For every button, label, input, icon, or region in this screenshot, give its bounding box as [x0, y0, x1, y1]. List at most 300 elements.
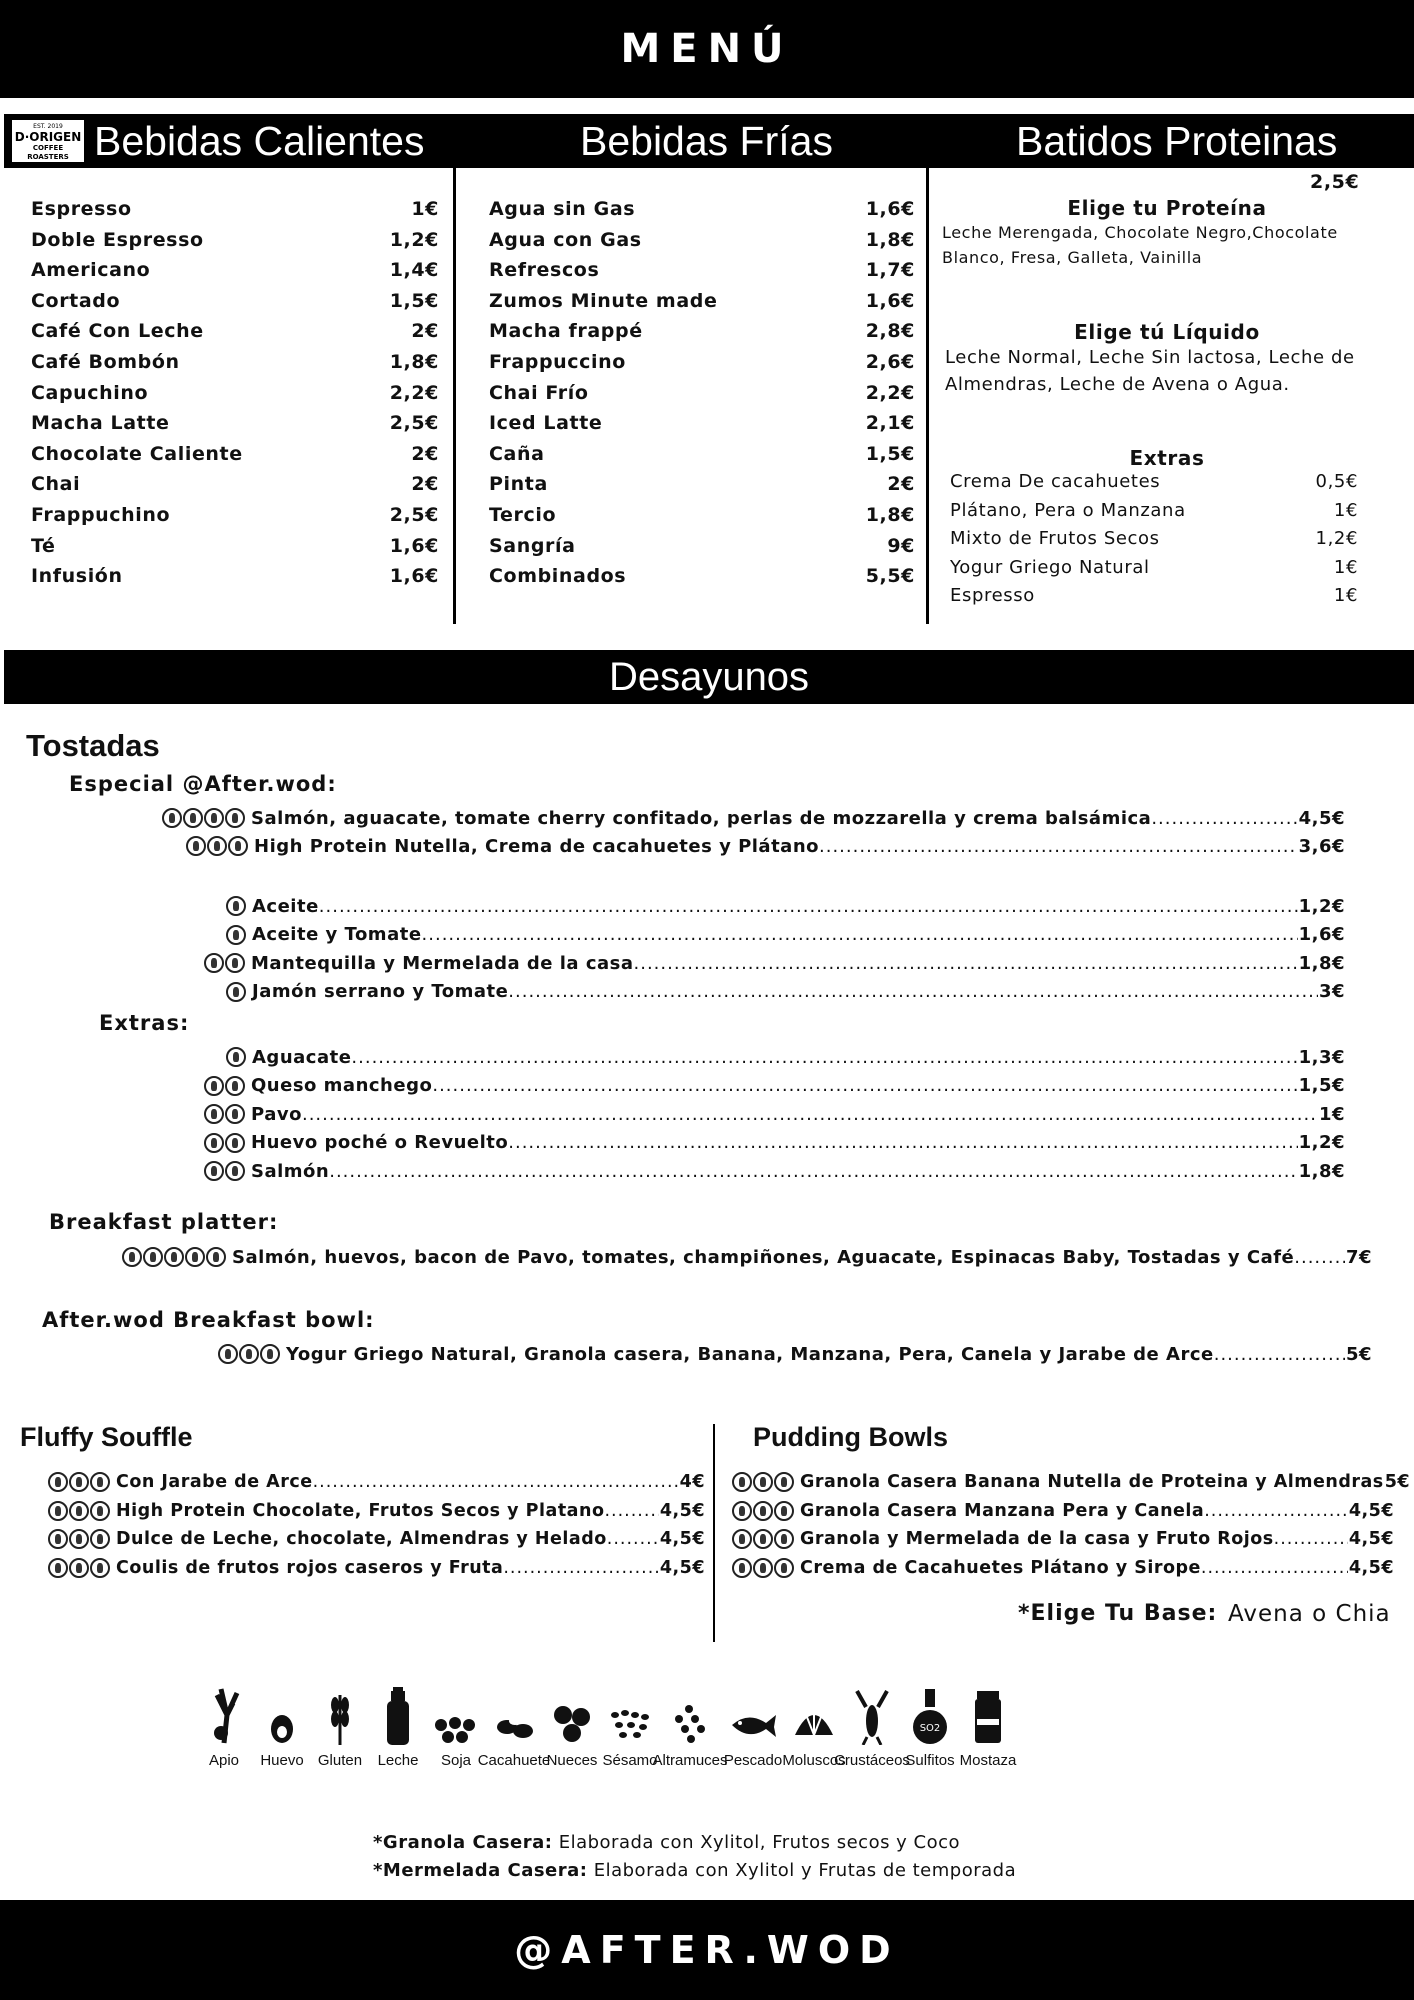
item-name: Con Jarabe de Arce [116, 1472, 313, 1492]
dot-leader [422, 924, 1298, 945]
item-name: Doble Espresso [31, 228, 204, 251]
allergen-icons [204, 1133, 245, 1153]
dot-leader [604, 1501, 658, 1521]
dot-leader [634, 953, 1298, 974]
item-price: 2€ [411, 442, 439, 465]
menu-item [31, 439, 439, 470]
allergen-badge-icon [90, 1501, 110, 1521]
item-price: 1,8€ [389, 350, 439, 373]
item-price: 1,4€ [389, 259, 439, 282]
breakfast-bowl-heading: After.wod Breakfast bowl: [42, 1308, 375, 1332]
allergen-badge-icon [90, 1472, 110, 1492]
allergen-icons [226, 896, 246, 916]
menu-item [226, 921, 1345, 949]
allergen-glyph-icon [789, 1685, 839, 1745]
item-price: 4,5€ [1348, 1500, 1394, 1521]
allergen-label: Soja [440, 1752, 472, 1769]
menu-item [950, 554, 1358, 583]
allergen-badge-icon [186, 836, 206, 856]
item-name: Chai [31, 473, 81, 496]
svg-text:SO2: SO2 [919, 1723, 941, 1734]
item-name: Salmón, aguacate, tomate cherry confitado, perlas de mozzarella y crema balsámica [251, 807, 1152, 829]
item-price: 2,5€ [389, 503, 439, 526]
item-price: 1€ [411, 198, 439, 220]
allergen-label: Crustáceos [834, 1752, 910, 1769]
menu-item [950, 497, 1358, 526]
item-price: 1,2€ [1298, 895, 1345, 917]
item-price: 4,5€ [1348, 1557, 1394, 1578]
item-price: 0,5€ [1315, 471, 1358, 492]
instagram-handle: @AFTER.WOD [0, 1900, 1414, 2000]
allergen-badge-icon [69, 1472, 89, 1492]
item-name: Frappuccino [489, 350, 626, 373]
allergen-glyph-icon [665, 1685, 715, 1745]
item-price: 1€ [1333, 585, 1358, 607]
menu-item [31, 286, 439, 317]
menu-item [489, 194, 915, 225]
coffee-roasters-logo: EST. 2019 D·ORIGEN COFFEE ROASTERS [10, 118, 86, 164]
menu-item [31, 225, 439, 256]
item-name: Macha frappé [489, 320, 643, 343]
item-name: Chai Frío [489, 381, 589, 404]
allergen-badge-icon [164, 1247, 184, 1267]
allergen-glyph-icon [547, 1685, 597, 1745]
item-name: Tercio [489, 503, 557, 526]
menu-item [204, 1072, 1345, 1100]
dot-leader [319, 896, 1298, 917]
tostadas-heading: Tostadas [26, 728, 160, 763]
menu-item [732, 1497, 1394, 1525]
menu-item [31, 316, 439, 347]
allergen-badge-icon [225, 953, 245, 973]
allergen-badge-icon [774, 1472, 794, 1492]
item-name: Cortado [31, 289, 121, 312]
item-price: 1,6€ [1298, 924, 1345, 946]
menu-item [204, 1157, 1345, 1185]
allergen-icons [732, 1558, 794, 1578]
menu-item [48, 1497, 705, 1525]
allergen-badge-icon [207, 836, 227, 856]
menu-item [489, 316, 915, 347]
base-value: Avena o Chia [1228, 1601, 1391, 1627]
allergen-icons [122, 1247, 226, 1267]
item-price: 1€ [1333, 499, 1358, 521]
dot-leader [1214, 1344, 1345, 1365]
allergen-label: Nueces [546, 1752, 598, 1769]
menu-item [732, 1554, 1394, 1582]
allergen-badge-icon [732, 1501, 752, 1521]
allergen-badge-icon [90, 1558, 110, 1578]
allergen-glyph-icon [373, 1685, 423, 1745]
item-name: Frappuchino [31, 503, 171, 526]
item-name: High Protein Nutella, Crema de cacahuetes y Plátano [254, 835, 820, 857]
allergen-label: Moluscos [782, 1752, 846, 1769]
hot-drinks-title: Bebidas Calientes [94, 118, 425, 164]
choose-liquid-heading: Elige tú Líquido [1074, 320, 1260, 344]
menu-item [31, 408, 439, 439]
menu-item [204, 949, 1345, 977]
allergen-icons [48, 1501, 110, 1521]
breakfast-section-title: Desayunos [4, 650, 1414, 704]
allergen-label: Altramuces [652, 1752, 728, 1769]
allergen-glyph-icon [315, 1685, 365, 1745]
item-name: Mantequilla y Mermelada de la casa [251, 952, 634, 974]
menu-title: MENÚ [0, 0, 1414, 98]
item-name: Americano [31, 259, 151, 282]
item-price: 1€ [1318, 1103, 1345, 1125]
item-name: Iced Latte [489, 412, 603, 435]
allergen-badge-icon [204, 1133, 224, 1153]
choose-protein-heading: Elige tu Proteína [1067, 196, 1267, 220]
item-name: Macha Latte [31, 412, 170, 435]
menu-item [489, 439, 915, 470]
allergen-badge-icon [753, 1472, 773, 1492]
menu-item [489, 531, 915, 562]
item-name: Pinta [489, 473, 548, 496]
allergen-badge-icon [122, 1247, 142, 1267]
menu-item [31, 194, 439, 225]
menu-item [489, 500, 915, 531]
item-name: Yogur Griego Natural [950, 556, 1150, 578]
allergen-badge-icon [225, 1104, 245, 1124]
menu-item [489, 561, 915, 592]
allergen-icons [204, 1161, 245, 1181]
allergen-badge-icon [226, 896, 246, 916]
item-price: 1,6€ [389, 534, 439, 557]
menu-item [31, 378, 439, 409]
menu-item [226, 978, 1345, 1006]
allergen-glyph-icon [605, 1685, 655, 1745]
pudding-heading: Pudding Bowls [753, 1422, 948, 1452]
item-name: Aceite [252, 895, 319, 917]
allergen-label: Gluten [317, 1752, 363, 1769]
allergen-icons [732, 1501, 794, 1521]
dot-leader [1201, 1558, 1348, 1578]
allergen-icons [48, 1529, 110, 1549]
allergen-label: Huevo [260, 1752, 304, 1769]
allergen-glyph-icon [847, 1685, 897, 1745]
item-name: Agua con Gas [489, 228, 642, 251]
menu-item [226, 1043, 1345, 1071]
item-price: 1,5€ [389, 289, 439, 312]
protein-extras-list [950, 468, 1358, 611]
dot-leader [313, 1472, 679, 1492]
item-price: 7€ [1345, 1246, 1372, 1268]
item-name: Espresso [31, 198, 132, 220]
allergen-icons [204, 1076, 245, 1096]
item-name: Dulce de Leche, chocolate, Almendras y Helado [116, 1529, 607, 1550]
column-divider [453, 168, 456, 624]
allergen-badge-icon [732, 1558, 752, 1578]
item-price: 5€ [1384, 1472, 1411, 1492]
item-name: Granola y Mermelada de la casa y Fruto Rojos [800, 1529, 1274, 1550]
cold-drinks-list [489, 194, 915, 592]
allergen-badge-icon [228, 836, 248, 856]
item-price: 1,3€ [1298, 1046, 1345, 1068]
allergen-badge-icon [753, 1558, 773, 1578]
allergen-icons [732, 1529, 794, 1549]
menu-item [226, 892, 1345, 920]
allergen-badge-icon [206, 1247, 226, 1267]
item-price: 4,5€ [659, 1529, 705, 1550]
liquid-options: Leche Normal, Leche Sin lactosa, Leche de Almendras, Leche de Avena o Agua. [945, 347, 1355, 395]
hot-drinks-list [31, 194, 439, 592]
mermelada-note: *Mermelada Casera: Elaborada con Xylitol y Frutas de temporada [373, 1860, 1017, 1881]
item-price: 4,5€ [659, 1500, 705, 1521]
dot-leader [1204, 1501, 1348, 1521]
menu-item [186, 832, 1345, 860]
item-name: Caña [489, 442, 545, 465]
allergen-badge-icon [162, 808, 182, 828]
item-price: 1,7€ [865, 259, 915, 282]
allergen-badge-icon [774, 1529, 794, 1549]
allergen-badge-icon [732, 1529, 752, 1549]
item-name: Salmón [251, 1160, 330, 1182]
item-price: 1,6€ [389, 565, 439, 588]
allergen-badge-icon [69, 1558, 89, 1578]
menu-item [31, 561, 439, 592]
allergen-glyph-icon [905, 1685, 955, 1745]
allergen-badge-icon [204, 1161, 224, 1181]
allergen-icons [218, 1344, 280, 1364]
item-price: 2,6€ [865, 350, 915, 373]
menu-item [48, 1554, 705, 1582]
menu-item [732, 1468, 1411, 1496]
allergen-badge-icon [185, 1247, 205, 1267]
menu-item [162, 804, 1345, 832]
menu-item [489, 378, 915, 409]
dot-leader [508, 981, 1318, 1002]
menu-item [48, 1468, 705, 1496]
item-name: Huevo poché o Revuelto [251, 1132, 509, 1154]
allergen-icons [204, 953, 245, 973]
item-name: Jamón serrano y Tomate [252, 981, 509, 1003]
menu-item [950, 468, 1358, 497]
menu-item [732, 1525, 1394, 1553]
item-price: 1,8€ [1298, 1160, 1345, 1182]
item-name: Refrescos [489, 259, 600, 282]
item-price: 1€ [1333, 556, 1358, 578]
allergen-badge-icon [48, 1529, 68, 1549]
allergen-label: Sulfitos [905, 1752, 955, 1769]
menu-item [31, 469, 439, 500]
menu-item [204, 1129, 1345, 1157]
allergen-glyph-icon [489, 1685, 539, 1745]
item-price: 2€ [411, 320, 439, 343]
allergen-badge-icon [239, 1344, 259, 1364]
allergen-badge-icon [753, 1529, 773, 1549]
allergen-glyph-icon [431, 1685, 481, 1745]
item-price: 5,5€ [865, 565, 915, 588]
allergen-label: Apio [208, 1752, 240, 1769]
item-name: Infusión [31, 565, 123, 588]
especial-heading: Especial @After.wod: [69, 772, 337, 796]
item-price: 2,8€ [865, 320, 915, 343]
item-price: 1,5€ [1298, 1075, 1345, 1097]
allergen-glyph-icon [199, 1685, 249, 1745]
dot-leader [607, 1529, 659, 1549]
allergen-badge-icon [226, 982, 246, 1002]
item-price: 4,5€ [659, 1557, 705, 1578]
section-divider [713, 1424, 715, 1642]
dot-leader [503, 1558, 658, 1578]
item-price: 5€ [1345, 1343, 1372, 1365]
granola-note: *Granola Casera: Elaborada con Xylitol, Frutos secos y Coco [373, 1832, 961, 1853]
item-name: Mixto de Frutos Secos [950, 528, 1160, 550]
menu-item [489, 408, 915, 439]
allergen-icons [226, 1047, 246, 1067]
allergen-badge-icon [225, 808, 245, 828]
protein-options: Leche Merengada, Chocolate Negro,Chocolate Blanco, Fresa, Galleta, Vainilla [942, 223, 1338, 267]
menu-item [218, 1340, 1372, 1368]
item-name: Capuchino [31, 381, 149, 404]
item-name: Granola Casera Manzana Pera y Canela [800, 1500, 1205, 1521]
dot-leader [1151, 808, 1297, 829]
dot-leader [1274, 1529, 1348, 1549]
item-name: Crema de Cacahuetes Plátano y Sirope [800, 1557, 1201, 1578]
cold-drinks-title: Bebidas Frías [580, 118, 833, 164]
item-price: 3,6€ [1298, 835, 1345, 857]
allergen-badge-icon [183, 808, 203, 828]
item-price: 1,8€ [1298, 952, 1345, 974]
allergen-badge-icon [69, 1529, 89, 1549]
item-name: Yogur Griego Natural, Granola casera, Banana, Manzana, Pera, Canela y Jarabe de Arce [286, 1343, 1214, 1365]
allergen-badge-icon [774, 1501, 794, 1521]
item-price: 1,5€ [865, 442, 915, 465]
item-price: 1,6€ [865, 198, 915, 220]
allergen-icons [226, 925, 246, 945]
item-name: Crema De cacahuetes [950, 471, 1161, 492]
item-name: Sangría [489, 534, 576, 557]
item-price: 1,2€ [389, 228, 439, 251]
allergen-glyph-icon [257, 1685, 307, 1745]
item-name: Salmón, huevos, bacon de Pavo, tomates, champiñones, Aguacate, Espinacas Baby, Tostadas y Café [232, 1246, 1295, 1268]
menu-item [48, 1525, 705, 1553]
item-price: 2€ [887, 473, 915, 496]
item-name: Té [31, 534, 56, 557]
allergen-glyph-icon [728, 1685, 778, 1745]
item-name: Chocolate Caliente [31, 442, 243, 465]
menu-item [489, 286, 915, 317]
item-name: Zumos Minute made [489, 289, 718, 312]
allergen-legend [195, 1685, 1017, 1775]
allergen-badge-icon [753, 1501, 773, 1521]
allergen-label: Mostaza [959, 1752, 1017, 1769]
base-label: *Elige Tu Base: [1018, 1601, 1218, 1626]
item-price: 4,5€ [1298, 807, 1345, 829]
allergen-glyph-icon [963, 1685, 1013, 1745]
allergen-14 [959, 1685, 1017, 1775]
item-name: Granola Casera Banana Nutella de Proteina y Almendras [800, 1472, 1384, 1492]
allergen-badge-icon [90, 1529, 110, 1549]
allergen-badge-icon [225, 1133, 245, 1153]
item-name: Agua sin Gas [489, 198, 636, 220]
allergen-label: Leche [377, 1752, 419, 1769]
item-price: 1,6€ [865, 289, 915, 312]
allergen-icons [226, 982, 246, 1002]
souffle-heading: Fluffy Souffle [20, 1422, 193, 1452]
dot-leader [819, 836, 1298, 857]
menu-item [950, 582, 1358, 611]
menu-item [31, 347, 439, 378]
toast-extras-heading: Extras: [99, 1011, 190, 1035]
menu-item [489, 469, 915, 500]
allergen-badge-icon [143, 1247, 163, 1267]
allergen-badge-icon [226, 925, 246, 945]
item-price: 4€ [679, 1472, 705, 1492]
item-price: 1,2€ [1315, 528, 1358, 550]
menu-item [122, 1243, 1372, 1271]
allergen-badge-icon [204, 1076, 224, 1096]
allergen-label: Pescado [723, 1752, 783, 1769]
menu-item [489, 225, 915, 256]
allergen-badge-icon [48, 1472, 68, 1492]
allergen-badge-icon [225, 1076, 245, 1096]
item-price: 3€ [1318, 981, 1345, 1003]
protein-shake-price: 2,5€ [1310, 171, 1360, 193]
allergen-label: Cacahuete [477, 1752, 551, 1769]
menu-item [489, 255, 915, 286]
item-price: 1,8€ [865, 503, 915, 526]
dot-leader [329, 1161, 1297, 1182]
breakfast-platter-heading: Breakfast platter: [49, 1210, 279, 1234]
allergen-badge-icon [48, 1501, 68, 1521]
item-name: Plátano, Pera o Manzana [950, 499, 1186, 521]
item-price: 4,5€ [1348, 1529, 1394, 1550]
allergen-badge-icon [732, 1472, 752, 1492]
item-name: High Protein Chocolate, Frutos Secos y Platano [116, 1500, 605, 1521]
column-divider [926, 168, 929, 624]
allergen-icons [48, 1558, 110, 1578]
item-price: 1,8€ [865, 228, 915, 251]
item-name: Queso manchego [251, 1075, 433, 1097]
menu-item [31, 531, 439, 562]
item-name: Café Con Leche [31, 320, 204, 343]
protein-extras-heading: Extras [1129, 446, 1205, 470]
item-name: Aceite y Tomate [252, 924, 422, 946]
allergen-badge-icon [204, 808, 224, 828]
allergen-icons [186, 836, 248, 856]
allergen-icons [732, 1472, 794, 1492]
allergen-label: Sésamo [602, 1752, 658, 1769]
item-name: Espresso [950, 585, 1035, 607]
item-price: 2,5€ [389, 412, 439, 435]
dot-leader [508, 1132, 1297, 1153]
item-name: Combinados [489, 565, 627, 588]
protein-shakes-title: Batidos Proteinas [1016, 118, 1338, 164]
allergen-badge-icon [218, 1344, 238, 1364]
item-name: Coulis de frutos rojos caseros y Fruta [116, 1557, 504, 1578]
allergen-badge-icon [260, 1344, 280, 1364]
allergen-badge-icon [48, 1558, 68, 1578]
item-price: 2,1€ [865, 412, 915, 435]
item-name: Café Bombón [31, 350, 180, 373]
item-name: Aguacate [252, 1046, 352, 1068]
dot-leader [351, 1047, 1297, 1068]
allergen-badge-icon [225, 1161, 245, 1181]
allergen-icons [204, 1104, 245, 1124]
item-price: 2€ [411, 473, 439, 496]
allergen-badge-icon [204, 1104, 224, 1124]
menu-item [31, 500, 439, 531]
item-name: Pavo [251, 1103, 302, 1125]
dot-leader [1294, 1247, 1345, 1268]
dot-leader [302, 1104, 1318, 1125]
item-price: 2,2€ [389, 381, 439, 404]
menu-item [950, 525, 1358, 554]
allergen-icons [162, 808, 245, 828]
item-price: 1,2€ [1298, 1132, 1345, 1154]
